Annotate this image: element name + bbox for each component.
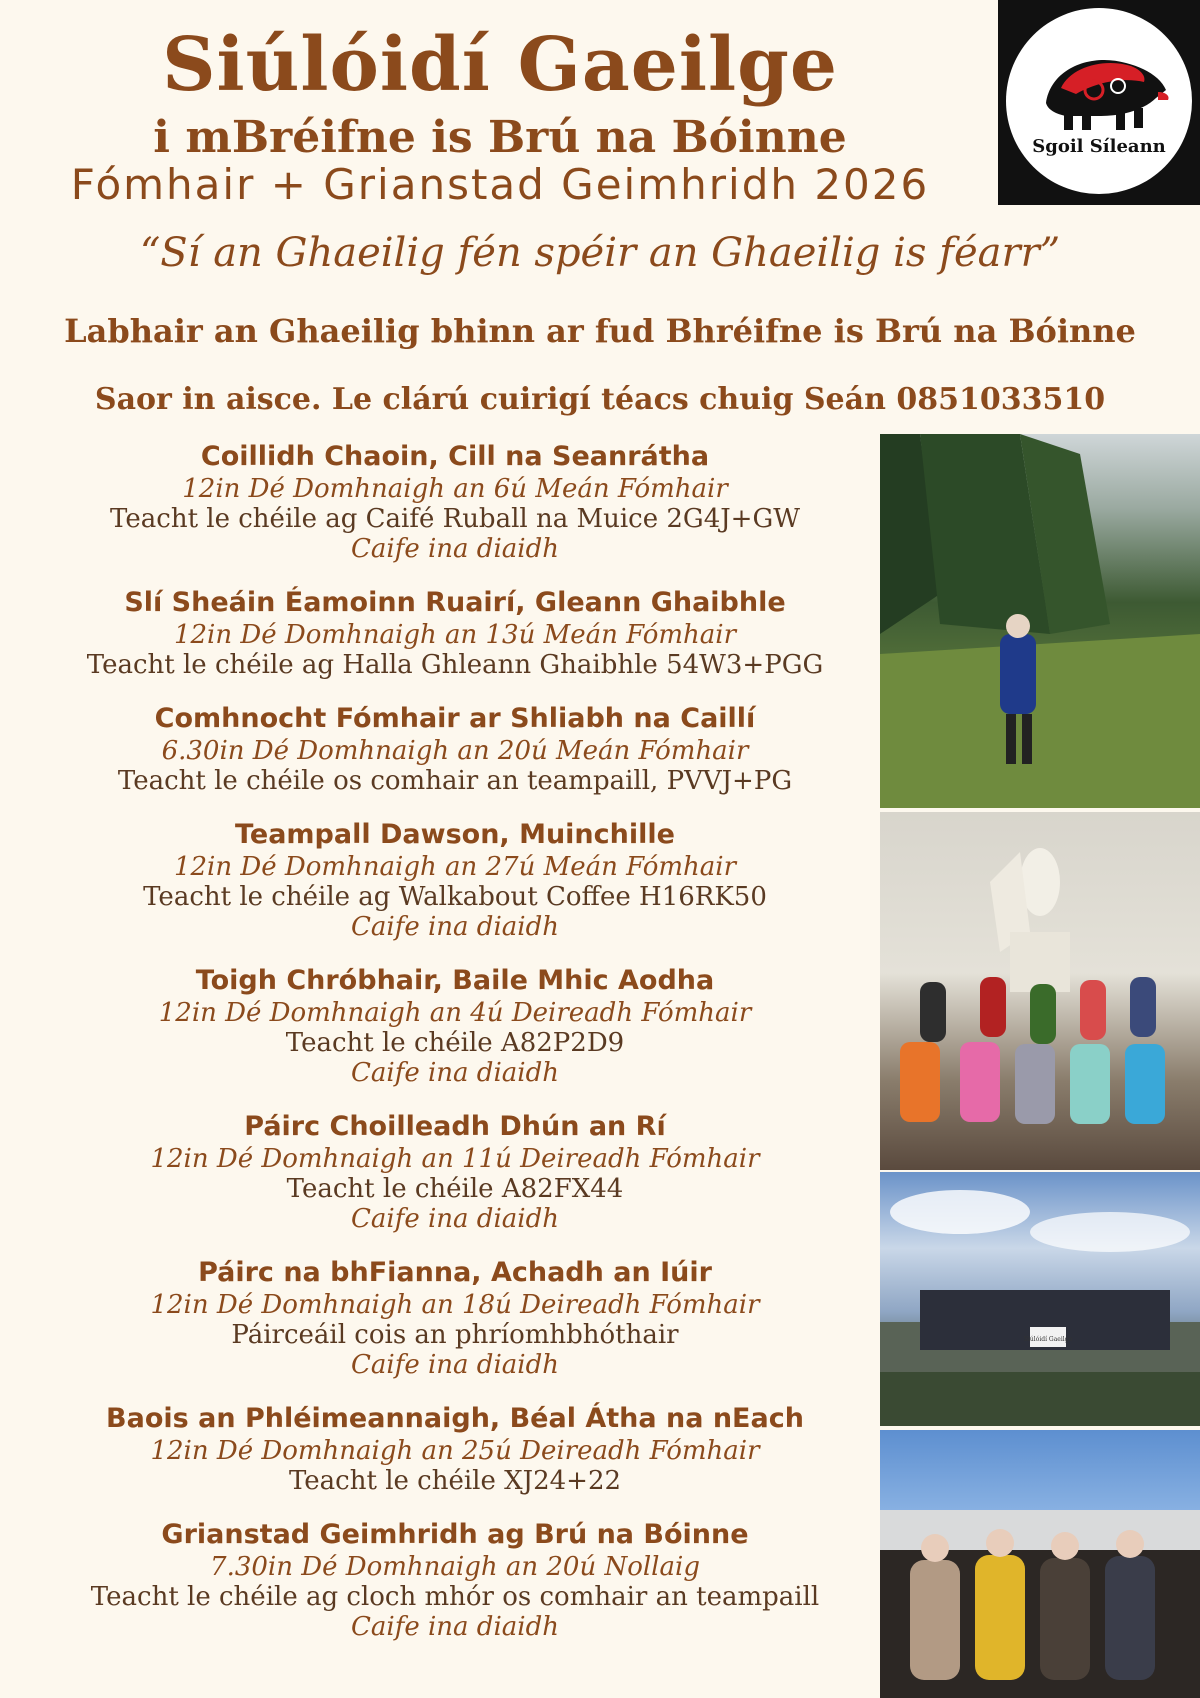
event-after: Caife ina diaidh	[351, 1058, 559, 1088]
poster-tagline: Labhair an Ghaeilig bhinn ar fud Bhréifne is Brú na Bóinne	[64, 312, 1136, 350]
event-after: Caife ina diaidh	[351, 912, 559, 942]
event-when: 6.30in Dé Domhnaigh an 20ú Meán Fómhair	[161, 736, 749, 766]
poster-season: Fómhair + Grianstad Geimhridh 2026	[70, 160, 930, 209]
event-item	[40, 1110, 870, 1234]
event-where: Teacht le chéile A82P2D9	[285, 1028, 625, 1058]
event-name: Teampall Dawson, Muinchille	[235, 819, 675, 850]
sign-text: Siúlóidí Gaeilge	[1023, 1336, 1073, 1343]
event-name: Coillidh Chaoin, Cill na Seanrátha	[200, 441, 710, 472]
event-name: Comhnocht Fómhair ar Shliabh na Caillí	[154, 703, 756, 734]
event-after: Caife ina diaidh	[351, 1612, 559, 1642]
park-group-illustration	[880, 1172, 1200, 1426]
event-where: Teacht le chéile A82FX44	[286, 1174, 624, 1204]
photo-dawson-temple-group	[880, 812, 1200, 1170]
event-list	[40, 440, 870, 1642]
forest-illustration	[880, 434, 1200, 808]
event-item	[40, 702, 870, 796]
event-when: 7.30in Dé Domhnaigh an 20ú Nollaig	[210, 1552, 700, 1582]
event-name: Grianstad Geimhridh ag Brú na Bóinne	[161, 1519, 749, 1550]
logo-text: Sgoil Síleann	[1032, 136, 1166, 157]
event-item	[40, 1402, 870, 1496]
photo-park-group	[880, 1172, 1200, 1426]
poster-quote: “Sí an Ghaeilig fén spéir an Ghaeilig is féarr”	[139, 230, 1061, 276]
photo-newgrange-group	[880, 1430, 1200, 1698]
event-after: Caife ina diaidh	[351, 1350, 559, 1380]
temple-group-illustration	[880, 812, 1200, 1170]
event-where: Teacht le chéile ag Halla Ghleann Ghaibhle 54W3+PGG	[86, 650, 824, 680]
event-when: 12in Dé Domhnaigh an 25ú Deireadh Fómhair	[150, 1436, 760, 1466]
event-name: Slí Sheáin Éamoinn Ruairí, Gleann Ghaibhle	[124, 587, 786, 618]
event-when: 12in Dé Domhnaigh an 27ú Meán Fómhair	[173, 852, 737, 882]
newgrange-group-illustration	[880, 1430, 1200, 1698]
event-where: Teacht le chéile os comhair an teampaill, PVVJ+PG	[117, 766, 793, 796]
event-item	[40, 1256, 870, 1380]
event-when: 12in Dé Domhnaigh an 13ú Meán Fómhair	[173, 620, 737, 650]
logo-circle	[1006, 8, 1192, 194]
poster-subtitle: i mBréifne is Brú na Bóinne	[153, 112, 847, 163]
photo-forest-walk	[880, 434, 1200, 808]
event-item	[40, 818, 870, 942]
event-name: Páirc Choilleadh Dhún an Rí	[244, 1111, 666, 1142]
event-where: Teacht le chéile ag Walkabout Coffee H16RK50	[143, 882, 767, 912]
event-when: 12in Dé Domhnaigh an 4ú Deireadh Fómhair	[158, 998, 752, 1028]
event-name: Toigh Chróbhair, Baile Mhic Aodha	[195, 965, 715, 996]
event-item	[40, 964, 870, 1088]
event-name: Baois an Phléimeannaigh, Béal Átha na nEach	[106, 1403, 804, 1434]
event-when: 12in Dé Domhnaigh an 11ú Deireadh Fómhair	[150, 1144, 760, 1174]
event-when: 12in Dé Domhnaigh an 18ú Deireadh Fómhair	[150, 1290, 760, 1320]
event-item	[40, 1518, 870, 1642]
boar-icon	[1006, 8, 1192, 194]
event-where: Teacht le chéile ag Caifé Ruball na Muice 2G4J+GW	[110, 504, 800, 534]
event-after: Caife ina diaidh	[351, 1204, 559, 1234]
poster-contact: Saor in aisce. Le clárú cuirigí téacs chuig Seán 0851033510	[94, 382, 1106, 417]
event-where: Páirceáil cois an phríomhbhóthair	[231, 1320, 679, 1350]
event-name: Páirc na bhFianna, Achadh an Iúir	[198, 1257, 712, 1288]
event-where: Teacht le chéile XJ24+22	[288, 1466, 622, 1496]
event-after: Caife ina diaidh	[351, 534, 559, 564]
event-when: 12in Dé Domhnaigh an 6ú Meán Fómhair	[182, 474, 728, 504]
school-logo	[998, 0, 1200, 205]
event-item	[40, 586, 870, 680]
event-where: Teacht le chéile ag cloch mhór os comhair an teampaill	[90, 1582, 820, 1612]
poster-title: Siúlóidí Gaeilge	[162, 22, 838, 108]
event-item	[40, 440, 870, 564]
